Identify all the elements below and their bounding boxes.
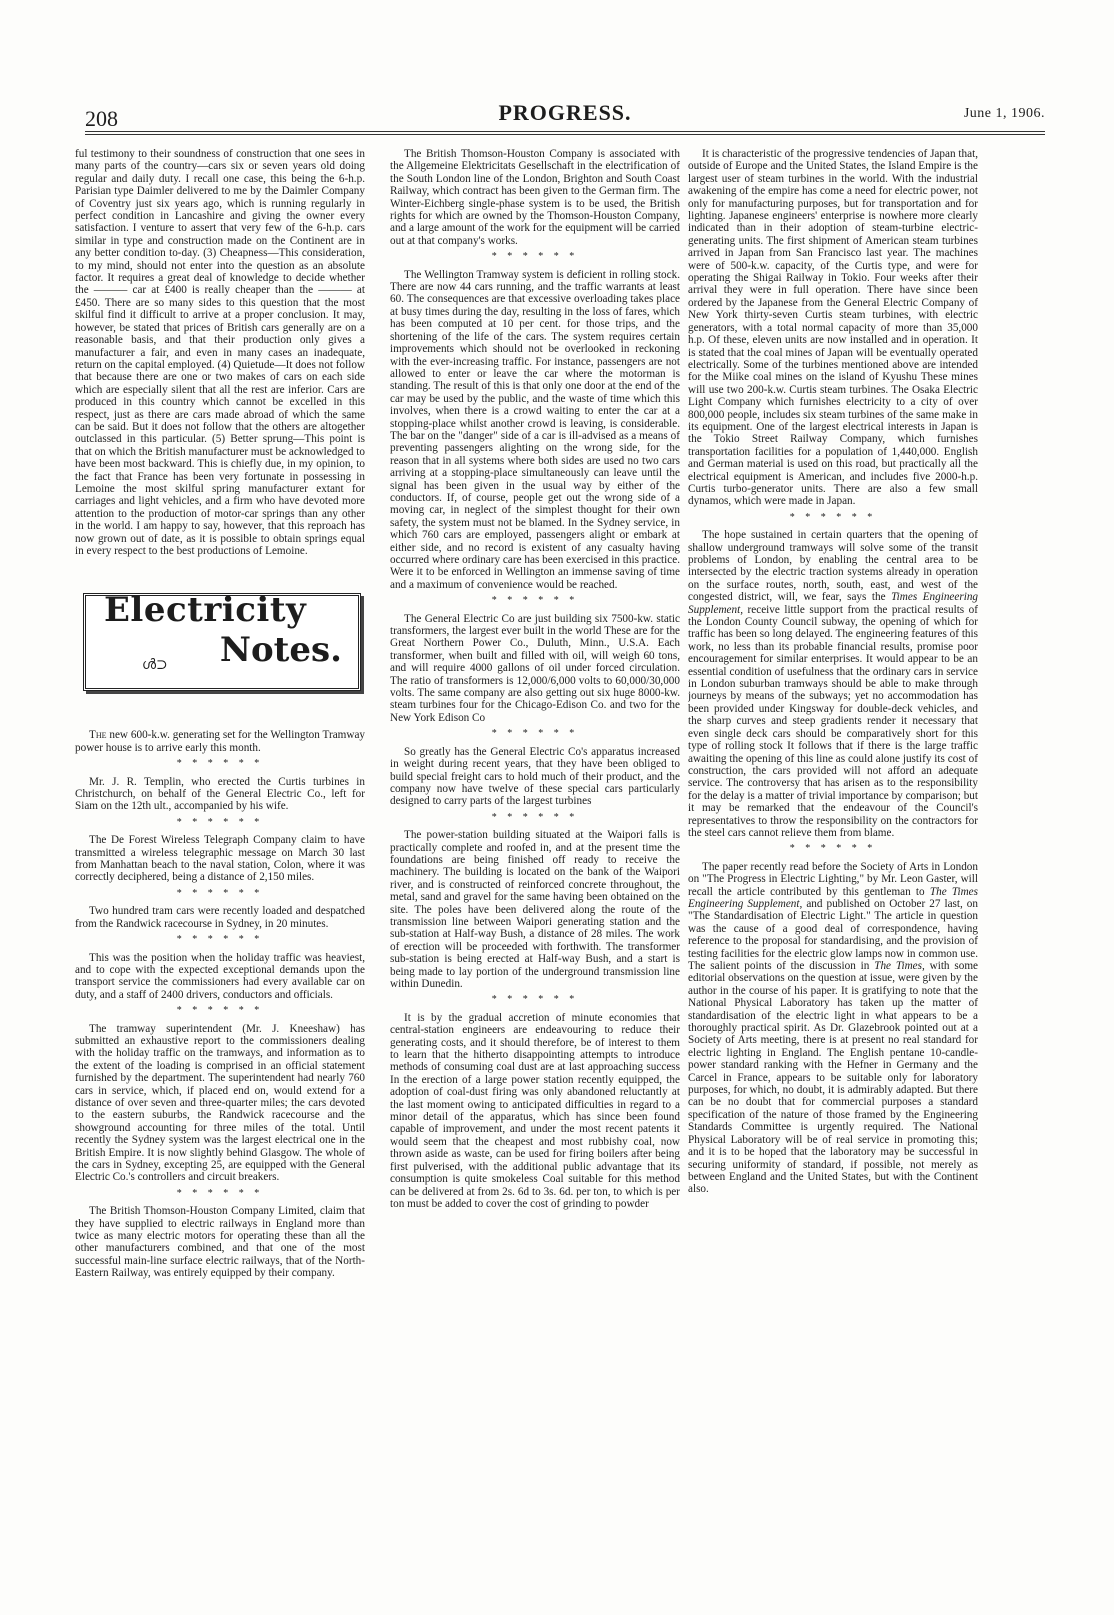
column-2 <box>390 148 680 1468</box>
separator-stars: * * * * * * <box>491 994 579 1006</box>
paragraph: The tramway superintendent (Mr. J. Kneeshaw) has submitted an exhaustive report to the commissioners dealing with the holiday traffic on the tramways, and information as to the extent of the loading is comprised in an official statement furnished by the department. The superintendent had nearly 760 cars in service, which, if placed end on, would extend for a distance of over seven and three-quarter miles; the cars devoted to the eastern suburbs, the Randwick racecourse and the showground accounting for three miles of the total. Until recently the Sydney system was the largest electrical one in the British Empire. It is now slightly behind Glasgow. The whole of the cars in Sydney, excepting 25, are equipped with the General Electric Co.'s controllers and circuit breakers. <box>75 1022 365 1184</box>
page-header <box>85 100 1045 130</box>
electricity-notes-heading-box <box>83 590 361 691</box>
separator-stars: * * * * * * <box>491 595 579 607</box>
paragraph: Mr. J. R. Templin, who erected the Curtis turbines in Christchurch, on behalf of the General Electric Co., left for Siam on the 12th ult., accompanied by his wife. <box>75 775 365 813</box>
paragraph: So greatly has the General Electric Co's apparatus increased in weight during recent years, that they have been obliged to build special freight cars to hold much of their product, and the company now have twelve of these special cars particularly designed to carry parts of the largest turbines <box>390 745 680 808</box>
italic-citation: The Times, <box>874 960 925 972</box>
header-rule-thin <box>85 134 1045 135</box>
ornament-icon: ൾ⊃ <box>142 658 168 674</box>
text-run: The paper recently read before the Society of Arts in London on "The Progress in Electric Lighting," by Mr. Leon Gaster, will recall the article contributed by this gentleman to <box>688 860 978 898</box>
separator-stars: * * * * * * <box>176 758 264 770</box>
italic-citation: The Times Engineering Supplement, <box>688 885 978 910</box>
separator-stars: * * * * * * <box>176 816 264 828</box>
separator-stars: * * * * * * <box>176 934 264 946</box>
paragraph <box>688 529 978 839</box>
separator-stars: * * * * * * <box>491 811 579 823</box>
note-text: new 600-k.w. generating set for the Wellington Tramway power house is to arrive early this month. <box>75 729 365 754</box>
paragraph: The British Thomson-Houston Company is associated with the Allgemeine Elektricitats Gesellschaft in the electrification of the South London line of the London, Brighton and South Coast Railway, which contract has been given to the German firm. The Winter-Eichberg single-phase system is to be used, the British rights for which are owned by the Thomson-Houston Company, and a large amount of the work for the equipment will be carried out at that company's works. <box>390 148 680 247</box>
paragraph <box>75 729 365 754</box>
separator-stars: * * * * * * <box>176 1187 264 1199</box>
paragraph: It is characteristic of the progressive tendencies of Japan that, outside of Europe and the United States, the Island Empire is the largest user of steam turbines in the world. With the industrial awakening of the empire has come a need for electric power, not only for manufacturing purposes, but for transportation and for lighting. Japanese engineers' enterprise is nowhere more clearly indicated than in their adoption of steam-turbine electric-generating units. The first shipment of American steam turbines arrived in Japan from San Francisco last year. The machines were of 500-k.w. capacity, of the Curtis type, and were for operating the Shigai Railway in Tokio. Four weeks after their arrival they were in full operation. There have since been ordered by the Japanese from the General Electric Company of New York thirty-seven Curtis steam turbines, with electric generators, with a total normal capacity of more than 35,000 h.p. Of these, eleven units are now installed and in operation. It is stated that the coal mines of Japan will be eventually operated electrically. Some of the turbines mentioned above are intended for the Miike coal mines on the island of Kyushu These mines will use two 200-k.w. Curtis steam turbines. The Osaka Electric Light Company which furnishes electricity to a city of over 800,000 people, includes six steam turbines of the same make in its equipment. One of the largest electrical interests in Japan is the Tokio Street Railway Company, which furnishes transportation facilities for a population of 1,440,000. English and German material is used on this road, but practically all the electrical equipment is American, and includes five 2000-h.p. Curtis turbo-generator units. There are also a few small dynamos, which were made in Japan. <box>688 148 978 508</box>
paragraph: The Wellington Tramway system is deficient in rolling stock. There are now 44 cars running, and the traffic warrants at least 60. The consequences are that excessive overloading takes place at busy times during the day, resulting in the loss of fares, which has been computed at 10 per cent. for those trips, and the shortening of the life of the cars. The system requires certain improvements which should not be overlooked in reckoning with the ever-increasing traffic. For instance, passengers are not allowed to enter or leave the car where the motorman is standing. The result of this is that only one door at the end of the car may be used by the public, and the waste of time which this involves, when there is a crowd waiting to enter the car at a stopping-place whilst another crowd is leaving, is considerable. The bar on the "danger" side of a car is ill-advised as a means of preventing passengers alighting on the wrong side, for the reason that in all systems where both sides are used no two cars arriving at a stopping-place simultaneously can leave until the signal has been given in the usual way by either of the conductors. If, of course, people get out the wrong side of a moving car, in neglect of the simplest thought for their own safety, the system must not be blamed. In the Sydney service, in which 760 cars are employed, passengers alight or embark at either side, and no record is existent of any casualty having occurred where ordinary care has been exercised in this practice. Were it to be enforced in Wellington an immense saving of time and a maximum of convenience would be reached. <box>390 268 680 591</box>
italic-citation: Times Engineering Supplement, <box>688 591 978 616</box>
paragraph: The power-station building situated at the Waipori falls is practically complete and roofed in, and at the present time the foundations are being finished off ready to receive the machinery. The building is located on the bank of the Waipori river, and is constructed of reinforced concrete throughout, the metal, sand and gravel for the same having been obtained on the site. The poles have been delivered along the route of the transmission line between Waipori generating station and the sub-station at Half-way Bush, a distance of 28 miles. The work of erection will be proceeded with forthwith. The transformer sub-station is being erected at Half-way Bush, and a start is being made to lay portion of the underground transmission line within Dunedin. <box>390 829 680 990</box>
separator-stars: * * * * * * <box>491 251 579 263</box>
issue-date: June 1, 1906. <box>963 106 1045 121</box>
lead-word: The <box>89 729 107 742</box>
paragraph <box>688 861 978 1196</box>
journal-title: PROGRESS. <box>498 100 632 125</box>
header-rule <box>85 131 1045 132</box>
text-run: The hope sustained in certain quarters that the opening of shallow underground tramways will solve some of the transit problems of London, by enabling the central area to be intersected by the electric traction systems already in operation on the surface routes, north, south, east, and west of the congested district, will, we fear, says the <box>688 529 978 604</box>
separator-stars: * * * * * * <box>176 887 264 899</box>
paragraph: ful testimony to their soundness of construction that one sees in many parts of the country—cars six or seven years old doing regular and daily duty. I recall one case, this being the 6-h.p. Parisian type Daimler delivered to me by the Daimler Company of Coventry just six years ago, which is running regularly in perfect condition in Lancashire and giving the owner every satisfaction. I venture to assert that very few of the 6-h.p. cars similar in type and construction made on the Continent are in any better condition to-day. (3) Cheapness—This consideration, to my mind, should not enter into the question as an absolute factor. It requires a great deal of knowledge to decide whether the ——— car at £400 is really cheaper than the ——— at £450. There are so many sides to this question that the most skilful find it difficult to arrive at a proper conclusion. It may, however, be stated that prices of British cars generally are on a reasonable basis, and that their production only gives a manufacturer a fair, and even in many cases an inadequate, return on the capital employed. (4) Quietude—It does not follow that because there are one or two makes of cars on each side which are especially silent that all the rest are inferior. Cars are produced in this country which cannot be excelled in this respect, just as there are cars made abroad of which the same can be said. But it does not follow that the others are altogether outclassed in this particular. (5) Better sprung—This point is that on which the British manufacturer must be acknowledged to have been most backward. This is chiefly due, in my opinion, to the fact that France has been very fortunate in possessing in Lemoine the most skilful spring manufacturer extant for carriages and light vehicles, and a firm who have devoted more attention to the production of motor-car springs than any other in the world. I am happy to say, however, that this reproach has now grown out of date, as it is possible to obtain springs equal in every respect to the best productions of Lemoine. <box>75 148 365 557</box>
heading-electricity: Electricity <box>104 590 307 631</box>
column-1 <box>75 148 365 1468</box>
paragraph: The De Forest Wireless Telegraph Company claim to have transmitted a wireless telegraphic message on March 30 last from Manhattan beach to the naval station, Colon, where it was correctly deciphered, being a distance of 2,150 miles. <box>75 834 365 884</box>
heading-notes: Notes. <box>219 630 342 671</box>
page-number: 208 <box>85 106 118 131</box>
text-run: with some editorial observations on the question at issue, were given by the author in the course of his paper. It is gratifying to note that the National Physical Laboratory has taken up the matter of standardisation of the electric light in what appears to be a thoroughly practical spirit. As Dr. Glazebrook pointed out at a Society of Arts meeting, there is at present no real standard for electric lighting in England. The English pentane 10-candle-power standard ranking with the Hefner in Germany and the Carcel in France, appears to be suitable only for laboratory purposes, for which, no doubt, it is admirably adapted. But there can be no doubt that for commercial purposes a standard specification of the nature of those framed by the Engineering Standards Committee is urgently required. The National Physical Laboratory will be of real service in promoting this; and it is to be hoped that the laboratory may be successful in securing uniformity of standard, if possible, not merely as between England and the United States, but with the Continent also. <box>688 960 978 1196</box>
separator-stars: * * * * * * <box>176 1005 264 1017</box>
separator-stars: * * * * * * <box>491 728 579 740</box>
paragraph: This was the position when the holiday traffic was heaviest, and to cope with the expected exceptional demands upon the transport service the commissioners had every available car on duty, and a staff of 2400 drivers, conductors and officials. <box>75 951 365 1001</box>
separator-stars: * * * * * * <box>789 843 877 855</box>
paragraph: The General Electric Co are just building six 7500-kw. static transformers, the largest ever built in the world These are for the Great Northern Power Co., Duluth, Minn., U.S.A. Each transformer, when built and filled with oil, will weigh 60 tons, and will require 4000 gallons of oil under forced circulation. The ratio of transformers is 12,000/6,000 volts to 60,000/30,000 volts. The same company are also getting out six huge 8000-kw. steam turbines four for the Chicago-Edison Co. and two for the New York Edison Co <box>390 612 680 724</box>
paragraph: It is by the gradual accretion of minute economies that central-station engineers are endeavouring to reduce their generating costs, and it should therefore, be of interest to them to learn that the hitherto disappointing attempts to introduce methods of consuming coal dust are at last approaching success In the erection of a large power station recently equipped, the adoption of coal-dust firing was only abandoned reluctantly at the last moment owing to anticipated difficulties in regard to a minor detail of the apparatus, which has since been found capable of improvement, and under the most recent patents it would seem that the cheapest and most rubbishy coal, now thrown aside as waste, can be used for firing boilers after being first pulverised, with the additional public advantage that its consumption is quite smokeless Coal suitable for this method can be delivered at from 2s. 6d to 3s. 6d. per ton, to which is per ton must be added to cover the cost of grinding to powder <box>390 1011 680 1210</box>
paragraph: Two hundred tram cars were recently loaded and despatched from the Randwick racecourse in Sydney, in 20 minutes. <box>75 905 365 930</box>
text-run: receive little support from the practical results of the London County Council subway, the opening of which for traffic has been so long delayed. The engineering features of this work, no less than its probable financial results, promise poor encouragement for similar enterprises. It would appear to be an essential condition of usefulness that the ordinary cars in service in London suburban tramways should be able to make through journeys by means of the subways; yet no accommodation has been provided under Kingsway for double-deck vehicles, and the sharp curves and steep gradients render it necessary that even single deck cars should be comparatively short for this type of rolling stock It follows that if there is the large traffic awaiting the opening of this line as could alone justify its cost of construction, the cars provided will not afford an adequate service. The controversy that has arisen as to the responsibility for the delay is a matter of trivial importance by comparison; but it may be remarked that the endeavour of the Council's representatives to throw the responsibility on the contractors for the steel cars cannot relieve them from blame. <box>688 603 978 839</box>
text-run: and published on October 27 last, on "The Standardisation of Electric Light." The article in question was the cause of a good deal of correspondence, having reference to the proposal for standardising, and the provision of testing facilities for the electric glow lamps now in common use. The salient points of the discussion in <box>688 897 978 972</box>
column-3 <box>688 148 978 1468</box>
paragraph: The British Thomson-Houston Company Limited, claim that they have supplied to electric railways in England more than twice as many electric motors for operating these than all the other manufacturers combined, and that one of the most successful main-line surface electric railways, that of the North-Eastern Railway, was entirely equipped by their company. <box>75 1205 365 1280</box>
separator-stars: * * * * * * <box>789 511 877 523</box>
